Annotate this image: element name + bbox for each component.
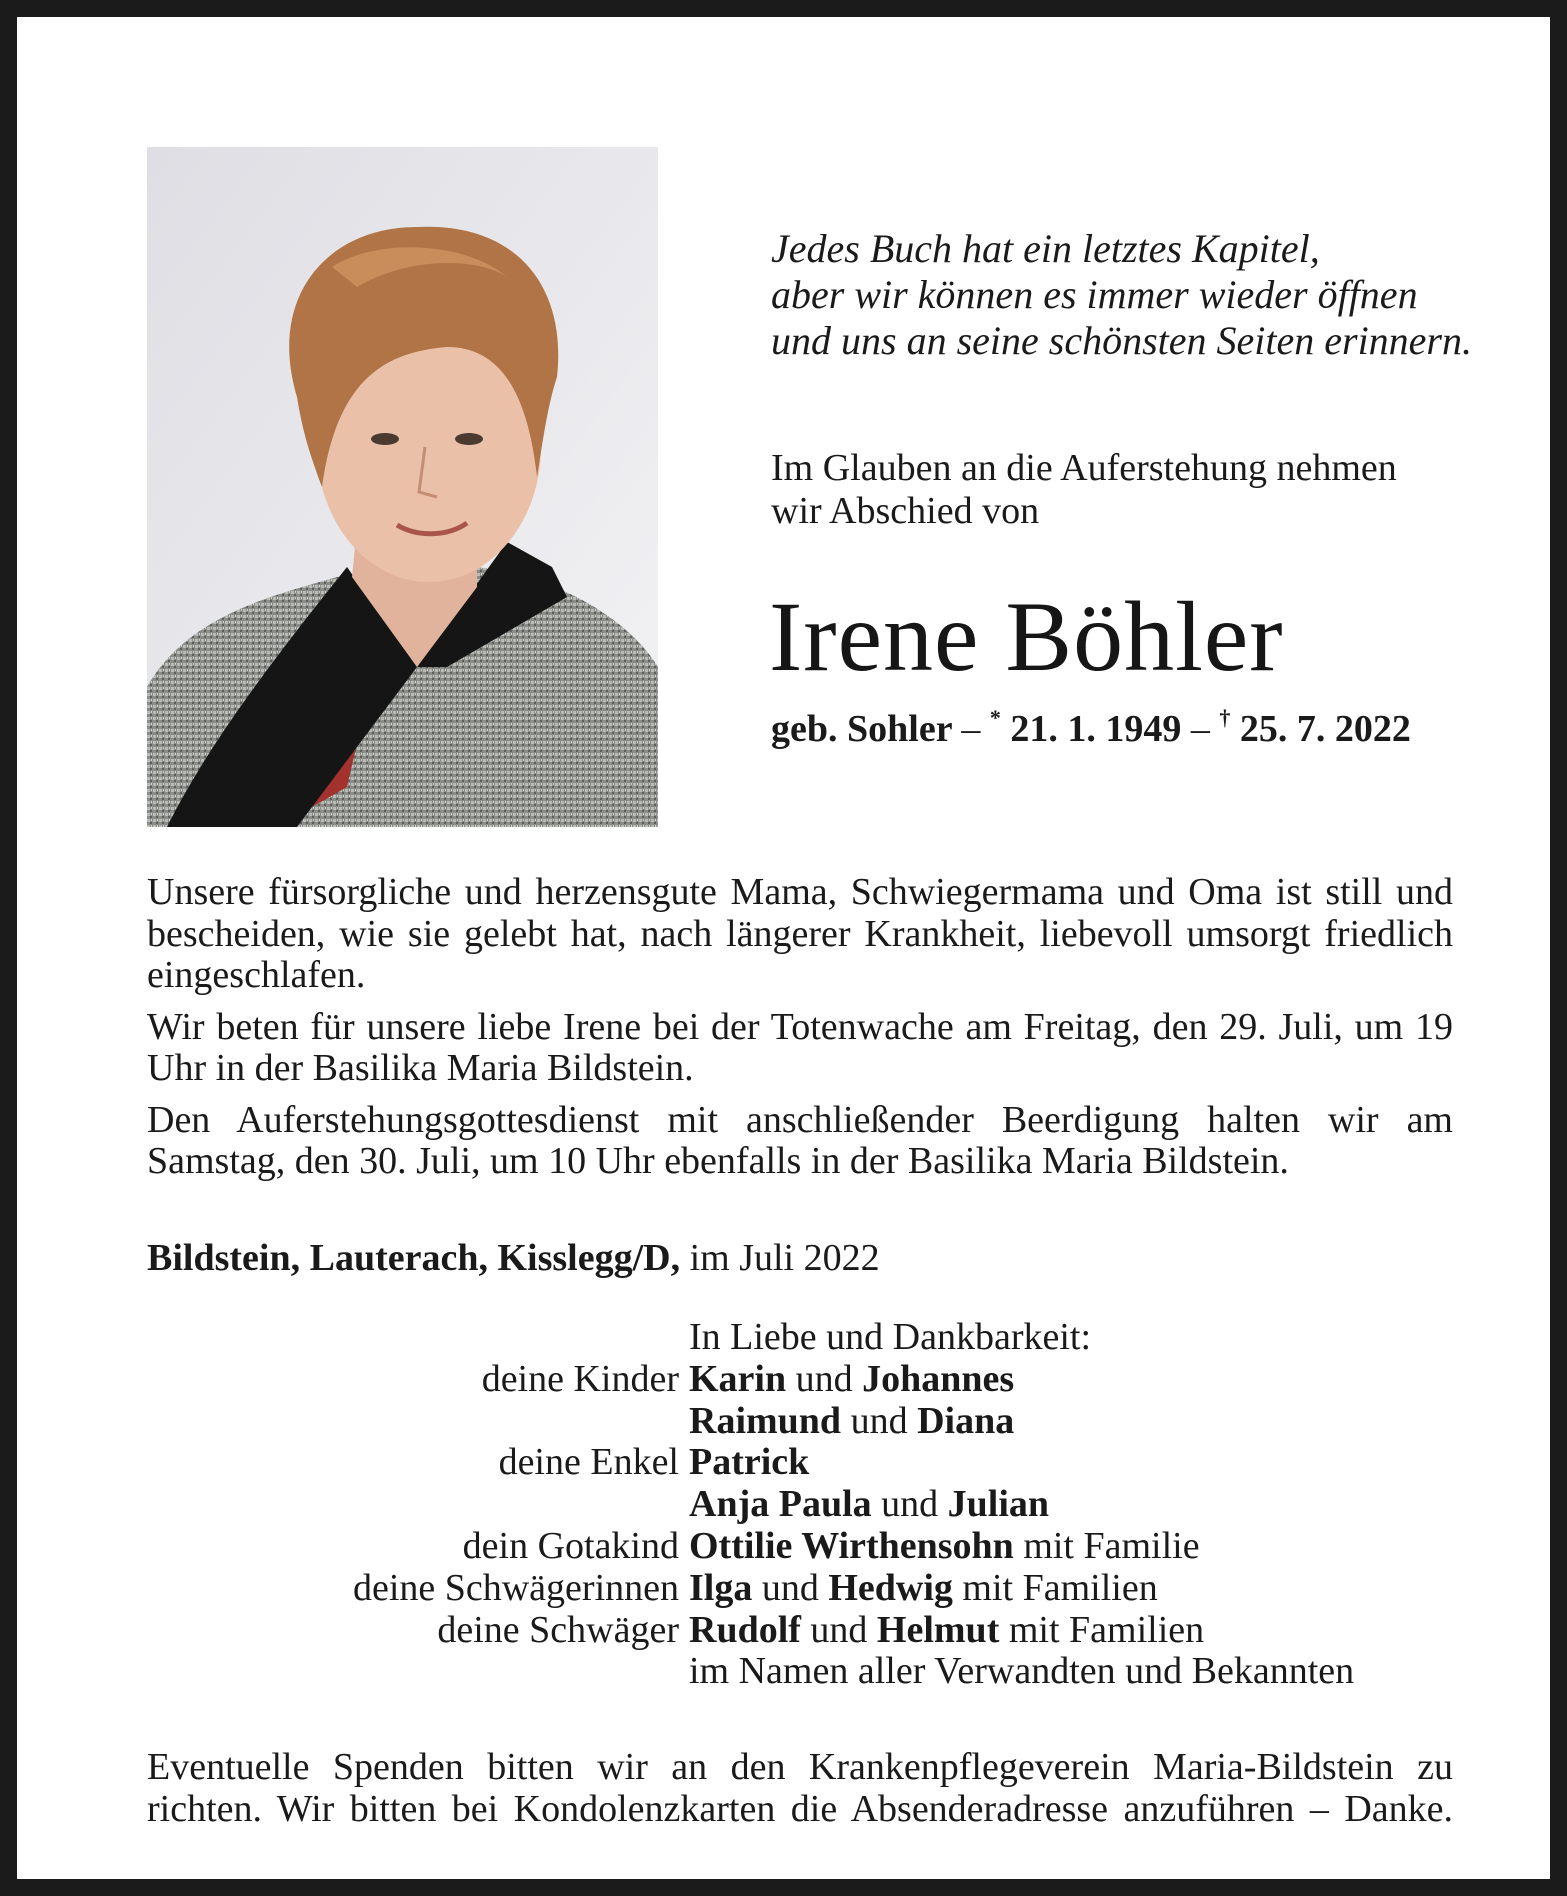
family-suffix: mit Familien	[1008, 1608, 1205, 1651]
mourner-name: Julian	[947, 1483, 1050, 1526]
closing-line: richten. Wir bitten bei Kondolenzkarten die Absenderadresse anzuführen – Danke.	[147, 1787, 1453, 1830]
separator: –	[1190, 708, 1210, 750]
mourners-footer: im Namen aller Verwandten und Bekannten	[689, 1650, 1355, 1693]
mourner-name: Johannes	[862, 1357, 1015, 1400]
epitaph-quote	[771, 226, 1511, 364]
notice-date: im Juli 2022	[689, 1237, 880, 1279]
intro-line: Im Glauben an die Auferstehung nehmen	[771, 447, 1397, 489]
intro-line: wir Abschied von	[771, 490, 1040, 532]
mourner-name: Ottilie Wirthensohn	[689, 1524, 1014, 1567]
death-symbol: †	[1219, 705, 1231, 730]
birth-symbol: *	[989, 705, 1001, 730]
relation-label: dein Gotakind	[462, 1524, 679, 1567]
body-paragraph: Den Auferstehungsgottesdienst mit anschließender Beerdigung halten wir am Samstag, den 30. Juli, um 10 Uhr ebenfalls in der Basilika Maria Bildstein.	[147, 1098, 1453, 1182]
mourner-row	[147, 1526, 1457, 1568]
mourner-row	[147, 1359, 1457, 1401]
quote-line: und uns an seine schönsten Seiten erinnern.	[771, 318, 1472, 363]
relation-label: deine Schwäger	[437, 1608, 679, 1651]
conjunction: und	[850, 1399, 908, 1442]
life-dates	[771, 707, 1411, 751]
mourner-name: Karin	[689, 1357, 787, 1400]
relation-label: deine Enkel	[498, 1441, 679, 1484]
mourners-heading-row	[147, 1317, 1457, 1359]
mourner-row	[147, 1442, 1457, 1484]
family-suffix: mit Familien	[962, 1566, 1158, 1609]
portrait-image	[147, 147, 658, 827]
deceased-name: Irene Böhler	[769, 581, 1284, 692]
intro-text	[771, 447, 1511, 533]
place-date-line	[147, 1236, 880, 1280]
body-paragraph: Unsere fürsorgliche und herzensgute Mama, Schwiegermama und Oma ist still und bescheiden, wie sie gelebt hat, nach längerer Krankheit, liebevoll umsorgt friedlich eingeschlafen.	[147, 871, 1453, 996]
birth-name: geb. Sohler	[771, 708, 952, 750]
quote-line: aber wir können es immer wieder öffnen	[771, 272, 1418, 317]
body-paragraph: Wir beten für unsere liebe Irene bei der Totenwache am Freitag, den 29. Juli, um 19 Uhr in der Basilika Maria Bildstein.	[147, 1005, 1453, 1089]
mourner-row	[147, 1610, 1457, 1652]
mourner-name: Ilga	[689, 1566, 753, 1609]
mourner-row	[147, 1568, 1457, 1610]
mourner-name: Anja Paula	[689, 1483, 872, 1526]
mourner-name: Raimund	[689, 1399, 842, 1442]
mourners-footer-row	[147, 1651, 1457, 1693]
mourner-name: Helmut	[876, 1608, 1000, 1651]
relation-label	[147, 1401, 689, 1443]
relation-label: deine Kinder	[481, 1357, 679, 1400]
quote-line: Jedes Buch hat ein letztes Kapitel,	[771, 226, 1320, 271]
mourners-list	[147, 1317, 1457, 1693]
birth-date: 21. 1. 1949	[1010, 708, 1182, 750]
donation-note	[147, 1747, 1453, 1830]
portrait-photo	[147, 147, 658, 827]
conjunction: und	[881, 1483, 939, 1526]
conjunction: und	[810, 1608, 868, 1651]
conjunction: und	[795, 1357, 853, 1400]
mourner-name: Rudolf	[689, 1608, 801, 1651]
places: Bildstein, Lauterach, Kisslegg/D,	[147, 1237, 681, 1279]
mourner-name: Hedwig	[828, 1566, 953, 1609]
mourners-heading: In Liebe und Dankbarkeit:	[689, 1316, 1092, 1358]
mourner-row	[147, 1484, 1457, 1526]
announcement-body	[147, 872, 1453, 1193]
mourner-name: Diana	[917, 1399, 1015, 1442]
mourner-name: Patrick	[689, 1441, 810, 1484]
closing-line: Eventuelle Spenden bitten wir an den Krankenpflegeverein Maria-Bildstein zu	[147, 1746, 1453, 1788]
relation-label	[147, 1484, 689, 1526]
conjunction: und	[761, 1566, 819, 1609]
relation-label: deine Schwägerinnen	[352, 1566, 679, 1609]
mourner-row	[147, 1401, 1457, 1443]
death-date: 25. 7. 2022	[1239, 708, 1411, 750]
family-suffix: mit Familie	[1023, 1524, 1200, 1567]
separator: –	[961, 708, 981, 750]
